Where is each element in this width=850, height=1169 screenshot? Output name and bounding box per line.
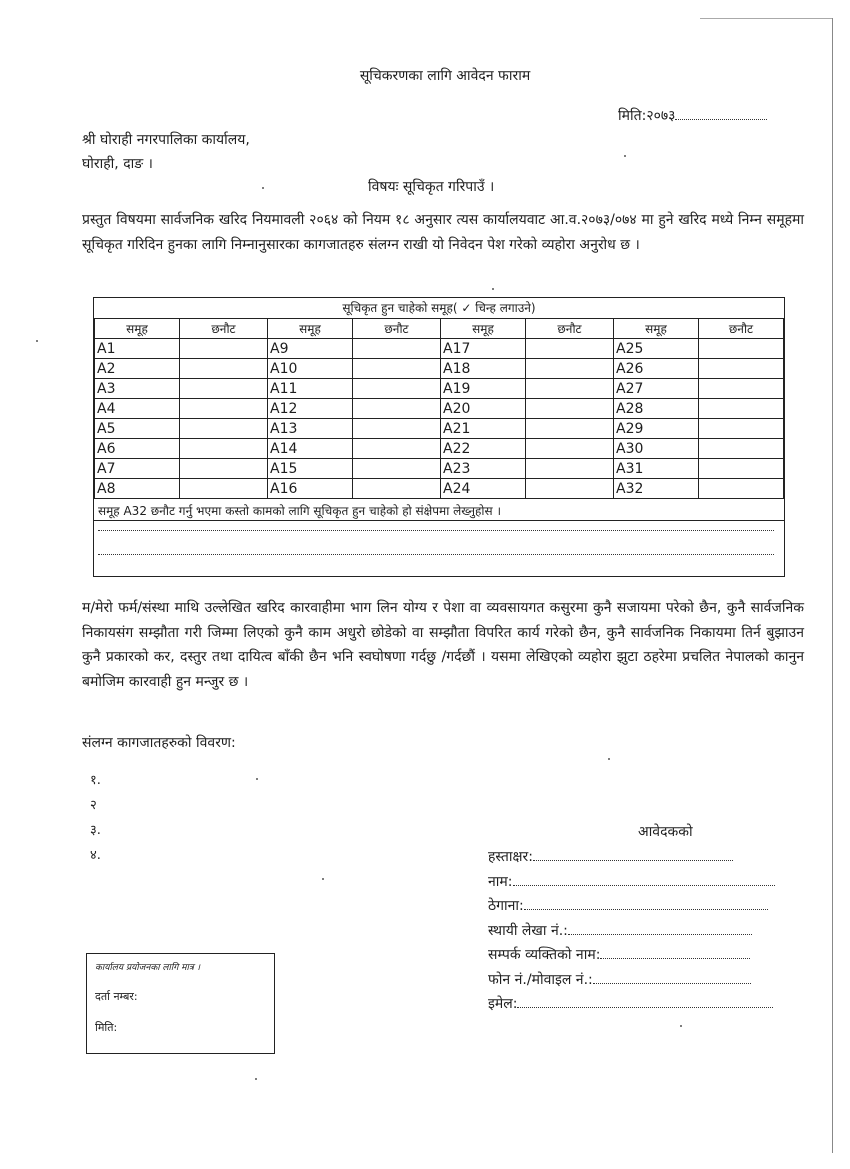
header-group: समूह <box>95 319 180 339</box>
table-header-row <box>95 319 784 339</box>
group-code: A23 <box>441 459 526 479</box>
group-code: A31 <box>614 459 699 479</box>
table-row <box>95 479 784 499</box>
scan-speck <box>36 340 38 342</box>
phone-field[interactable] <box>488 970 751 989</box>
select-checkbox-cell[interactable] <box>699 339 784 359</box>
select-checkbox-cell[interactable] <box>699 379 784 399</box>
scan-speck <box>322 878 324 880</box>
group-code: A21 <box>441 419 526 439</box>
scan-edge-top <box>700 18 833 19</box>
group-selection-table <box>93 297 785 577</box>
a32-note: समूह A32 छनौट गर्नु भएमा कस्तो कामको लागि सूचिकृत हुन चाहेको हो संक्षेपमा लेख्नुहोस । <box>94 501 784 521</box>
group-code: A3 <box>95 379 180 399</box>
select-checkbox-cell[interactable] <box>699 479 784 499</box>
signature-label: हस्ताक्षर: <box>488 849 533 865</box>
email-blank[interactable] <box>517 1007 773 1008</box>
group-code: A4 <box>95 399 180 419</box>
email-field[interactable] <box>488 994 773 1013</box>
office-use-box <box>86 953 275 1054</box>
pan-field[interactable] <box>488 921 752 940</box>
select-checkbox-cell[interactable] <box>526 419 614 439</box>
select-checkbox-cell[interactable] <box>526 359 614 379</box>
declaration-paragraph: म/मेरो फर्म/संस्था माथि उल्लेखित खरिद कारवाहीमा भाग लिन योग्य र पेशा वा व्यवसायगत कसुरमा कुनै सजायमा परेको छैन, कुनै सार्वजनिक निकायसंग सम्झौता गरी जिम्मा लिएको कुनै काम अधुरो छोडेको वा सम्झौता विपरित कार्य गरेको छैन, कुनै सार्वजनिक निकायमा तिर्न बुझाउन कुनै प्रकारको कर, दस्तुर तथा दायित्व बाँकी छैन भनि स्वघोषणा गर्दछु /गर्दछौं । यसमा लेखिएको व्यहोरा झुटा ठहरेमा प्रचलित नेपालको कानुन बमोजिम कारवाही हुन मन्जुर छ । <box>82 600 804 690</box>
date-label: मिति:२०७३ <box>618 108 676 124</box>
group-code: A8 <box>95 479 180 499</box>
header-select: छनौट <box>526 319 614 339</box>
select-checkbox-cell[interactable] <box>699 419 784 439</box>
contact-person-field[interactable] <box>488 945 750 964</box>
select-checkbox-cell[interactable] <box>180 339 268 359</box>
group-code: A26 <box>614 359 699 379</box>
table-row <box>95 339 784 359</box>
group-code: A13 <box>268 419 353 439</box>
pan-blank[interactable] <box>568 934 752 935</box>
group-code: A16 <box>268 479 353 499</box>
scan-speck <box>262 187 264 189</box>
attachment-number-4: ४. <box>90 848 101 863</box>
table-row <box>95 359 784 379</box>
contact-person-label: सम्पर्क व्यक्तिको नाम: <box>488 947 601 963</box>
date-blank[interactable] <box>675 119 767 120</box>
name-field[interactable] <box>488 872 775 891</box>
scan-speck <box>256 778 258 780</box>
header-group: समूह <box>268 319 353 339</box>
scan-speck <box>680 1025 682 1027</box>
header-group: समूह <box>441 319 526 339</box>
date-field[interactable] <box>618 106 767 125</box>
group-code: A10 <box>268 359 353 379</box>
scan-speck <box>608 758 610 760</box>
group-code: A30 <box>614 439 699 459</box>
group-code: A18 <box>441 359 526 379</box>
group-code: A14 <box>268 439 353 459</box>
a32-answer-line-1[interactable] <box>98 530 774 531</box>
phone-blank[interactable] <box>593 983 751 984</box>
select-checkbox-cell[interactable] <box>353 379 441 399</box>
pan-label: स्थायी लेखा नं.: <box>488 923 568 939</box>
select-checkbox-cell[interactable] <box>180 379 268 399</box>
contact-person-blank[interactable] <box>600 958 750 959</box>
select-checkbox-cell[interactable] <box>180 459 268 479</box>
group-grid <box>94 318 784 499</box>
group-code: A11 <box>268 379 353 399</box>
select-checkbox-cell[interactable] <box>353 399 441 419</box>
select-checkbox-cell[interactable] <box>180 419 268 439</box>
select-checkbox-cell[interactable] <box>699 459 784 479</box>
scan-speck <box>492 288 494 290</box>
group-code: A2 <box>95 359 180 379</box>
signature-blank[interactable] <box>533 860 733 861</box>
table-row <box>95 379 784 399</box>
scan-speck <box>255 1078 257 1080</box>
select-checkbox-cell[interactable] <box>353 419 441 439</box>
office-date-label: मिति: <box>95 1021 118 1034</box>
select-checkbox-cell[interactable] <box>180 399 268 419</box>
name-label: नाम: <box>488 874 513 890</box>
group-code: A9 <box>268 339 353 359</box>
attachments-title: संलग्न कागजातहरुको विवरण: <box>82 735 236 751</box>
registration-number-label: दर्ता नम्बर: <box>95 990 138 1003</box>
select-checkbox-cell[interactable] <box>353 459 441 479</box>
group-code: A24 <box>441 479 526 499</box>
group-code: A7 <box>95 459 180 479</box>
group-code: A28 <box>614 399 699 419</box>
address-blank[interactable] <box>524 909 768 910</box>
table-caption: सूचिकृत हुन चाहेको समूह( ✓ चिन्ह लगाउने) <box>94 298 784 319</box>
attachment-number-2: २ <box>90 798 97 813</box>
select-checkbox-cell[interactable] <box>353 439 441 459</box>
select-checkbox-cell[interactable] <box>526 379 614 399</box>
select-checkbox-cell[interactable] <box>526 399 614 419</box>
select-checkbox-cell[interactable] <box>526 439 614 459</box>
group-code: A6 <box>95 439 180 459</box>
select-checkbox-cell[interactable] <box>353 359 441 379</box>
group-code: A27 <box>614 379 699 399</box>
phone-label: फोन नं./मोवाइल नं.: <box>488 972 593 988</box>
select-checkbox-cell[interactable] <box>353 339 441 359</box>
email-label: इमेल: <box>488 996 518 1012</box>
select-checkbox-cell[interactable] <box>699 399 784 419</box>
group-code: A20 <box>441 399 526 419</box>
form-title: सूचिकरणका लागि आवेदन फाराम <box>359 68 531 84</box>
group-code: A22 <box>441 439 526 459</box>
select-checkbox-cell[interactable] <box>180 479 268 499</box>
select-checkbox-cell[interactable] <box>699 359 784 379</box>
subject-line: विषयः सूचिकृत गरिपाउँ । <box>368 179 495 195</box>
group-code: A17 <box>441 339 526 359</box>
select-checkbox-cell[interactable] <box>180 439 268 459</box>
group-code: A15 <box>268 459 353 479</box>
select-checkbox-cell[interactable] <box>526 459 614 479</box>
header-select: छनौट <box>353 319 441 339</box>
intro-paragraph: प्रस्तुत विषयमा सार्वजनिक खरिद नियमावली २०६४ को नियम १८ अनुसार त्यस कार्यालयवाट आ.व.२०७३/०७४ मा हुने खरिद मध्ये निम्न समूहमा सूचिकृत गरिदिन हुनका लागि निम्नानुसारका कागजातहरु संलग्न राखी यो निवेदन पेश गरेको व्यहोरा अनुरोध छ । <box>82 212 804 253</box>
select-checkbox-cell[interactable] <box>699 439 784 459</box>
group-code: A1 <box>95 339 180 359</box>
signature-field[interactable] <box>488 847 733 866</box>
select-checkbox-cell[interactable] <box>180 359 268 379</box>
table-row <box>95 439 784 459</box>
header-group: समूह <box>614 319 699 339</box>
select-checkbox-cell[interactable] <box>526 339 614 359</box>
table-row <box>95 459 784 479</box>
name-blank[interactable] <box>513 885 775 886</box>
group-code: A12 <box>268 399 353 419</box>
group-code: A5 <box>95 419 180 439</box>
select-checkbox-cell[interactable] <box>526 479 614 499</box>
table-row <box>95 399 784 419</box>
select-checkbox-cell[interactable] <box>353 479 441 499</box>
office-use-title: कार्यालय प्रयोजनका लागि मात्र । <box>95 963 201 973</box>
address-field[interactable] <box>488 896 768 915</box>
a32-answer-line-2[interactable] <box>98 554 774 555</box>
header-select: छनौट <box>699 319 784 339</box>
group-code: A32 <box>614 479 699 499</box>
group-code: A29 <box>614 419 699 439</box>
table-row <box>95 419 784 439</box>
recipient-office: श्री घोराही नगरपालिका कार्यालय, <box>82 132 250 148</box>
address-label: ठेगाना: <box>488 898 524 914</box>
scan-speck <box>624 155 626 157</box>
attachment-number-3: ३. <box>90 823 101 838</box>
header-select: छनौट <box>180 319 268 339</box>
recipient-location: घोराही, दाङ । <box>82 156 153 172</box>
attachment-number-1: १. <box>90 773 101 788</box>
group-code: A25 <box>614 339 699 359</box>
applicant-title: आवेदकको <box>638 824 693 840</box>
group-code: A19 <box>441 379 526 399</box>
scan-edge-right <box>832 18 833 1153</box>
